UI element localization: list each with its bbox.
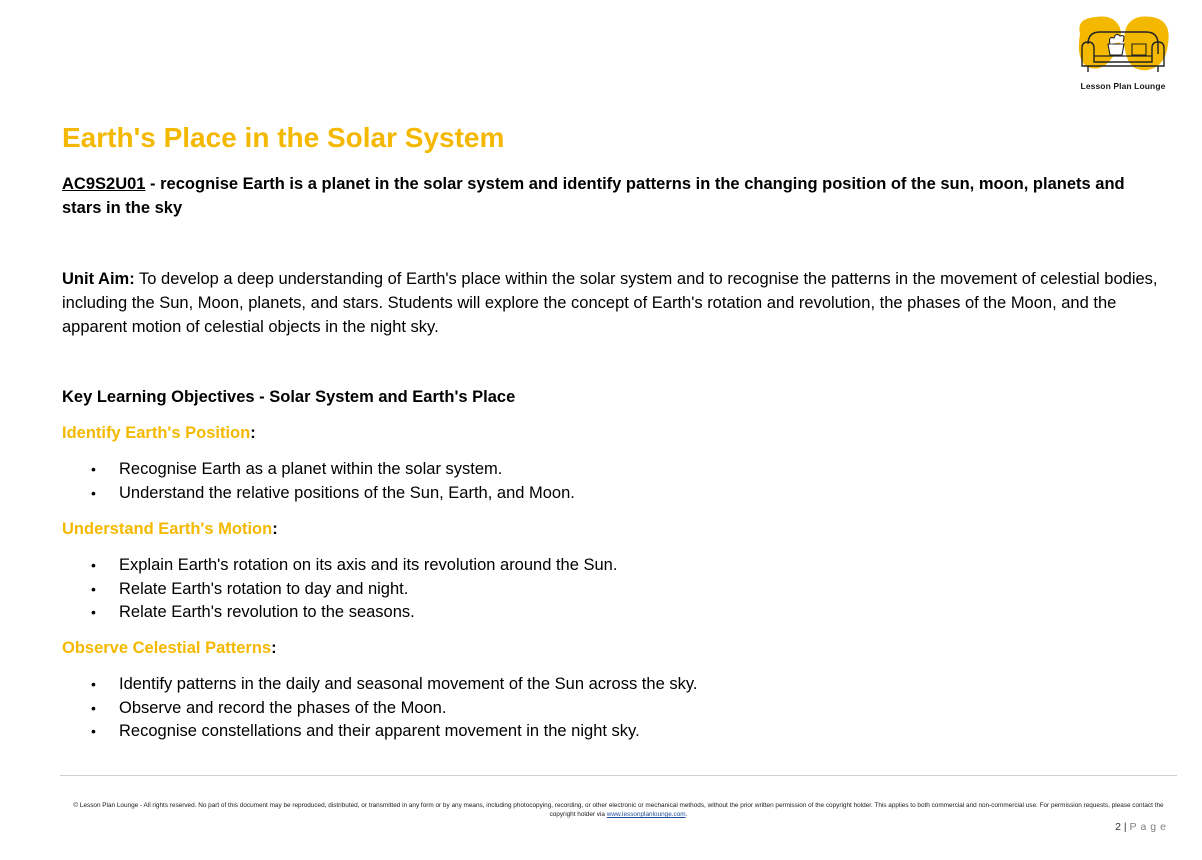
logo-text: Lesson Plan Lounge	[1080, 81, 1166, 91]
list-item: • Understand the relative positions of the Sun, Earth, and Moon.	[62, 482, 575, 506]
bullet-icon: •	[91, 484, 96, 501]
bullet-icon: •	[91, 723, 96, 739]
footer-divider	[60, 775, 1177, 776]
list-item: • Relate Earth's revolution to the seasons.	[62, 601, 617, 625]
curriculum-code: AC9S2U01	[62, 175, 146, 193]
unit-aim-label: Unit Aim:	[62, 270, 135, 288]
page-title: Earth's Place in the Solar System	[62, 122, 505, 153]
list-item: • Recognise Earth as a planet within the solar system.	[62, 458, 575, 482]
website-link[interactable]: www.lessonplanlounge.com	[606, 811, 686, 818]
bullet-icon: •	[91, 676, 96, 692]
bullet-icon: •	[91, 604, 96, 620]
bullet-icon: •	[91, 580, 96, 597]
curriculum-code-statement	[62, 172, 1167, 220]
list-item: • Recognise constellations and their apparent movement in the night sky.	[62, 720, 697, 744]
curriculum-description: - recognise Earth is a planet in the solar system and identify patterns in the changing position of the sun, moon, planets and stars in the sky	[62, 175, 1125, 217]
list-item: • Relate Earth's rotation to day and night.	[62, 578, 617, 602]
unit-aim	[62, 267, 1167, 339]
objective-heading-celestial-patterns: Observe Celestial Patterns:	[62, 639, 277, 657]
logo	[1070, 14, 1176, 94]
list-item: • Observe and record the phases of the Moon.	[62, 697, 697, 721]
copyright-footer: © Lesson Plan Lounge - All rights reserved. No part of this document may be reproduced, distributed, or transmitted in any form or by any means, including photocopying, recording, or other electronic or mechanical methods, without the prior written permission of the copyright holder. This applies to both commercial and non-commercial use. For permission requests, please contact the copyright holder via www.lessonplanlounge.com.	[73, 802, 1164, 818]
bullet-icon: •	[91, 699, 96, 716]
page-number: 2 | Page	[1115, 821, 1170, 833]
bullet-icon: •	[91, 557, 96, 573]
unit-aim-text: To develop a deep understanding of Earth's place within the solar system and to recognise the patterns in the movement of celestial bodies, including the Sun, Moon, planets, and stars. Students will explore the concept of Earth's rotation and revolution, the phases of the Moon, and the apparent motion of celestial objects in the night sky.	[62, 270, 1158, 336]
objective-list-identify-position	[62, 458, 575, 505]
objective-list-understand-motion	[62, 554, 617, 625]
objective-heading-identify-position: Identify Earth's Position:	[62, 424, 256, 442]
objectives-heading: Key Learning Objectives - Solar System and Earth's Place	[62, 388, 516, 406]
list-item: • Explain Earth's rotation on its axis and its revolution around the Sun.	[62, 554, 617, 578]
objective-heading-understand-motion: Understand Earth's Motion:	[62, 520, 278, 538]
list-item: • Identify patterns in the daily and seasonal movement of the Sun across the sky.	[62, 673, 697, 697]
objective-list-celestial-patterns	[62, 673, 697, 744]
lounge-sofa-icon	[1074, 14, 1172, 80]
bullet-icon: •	[91, 461, 96, 477]
